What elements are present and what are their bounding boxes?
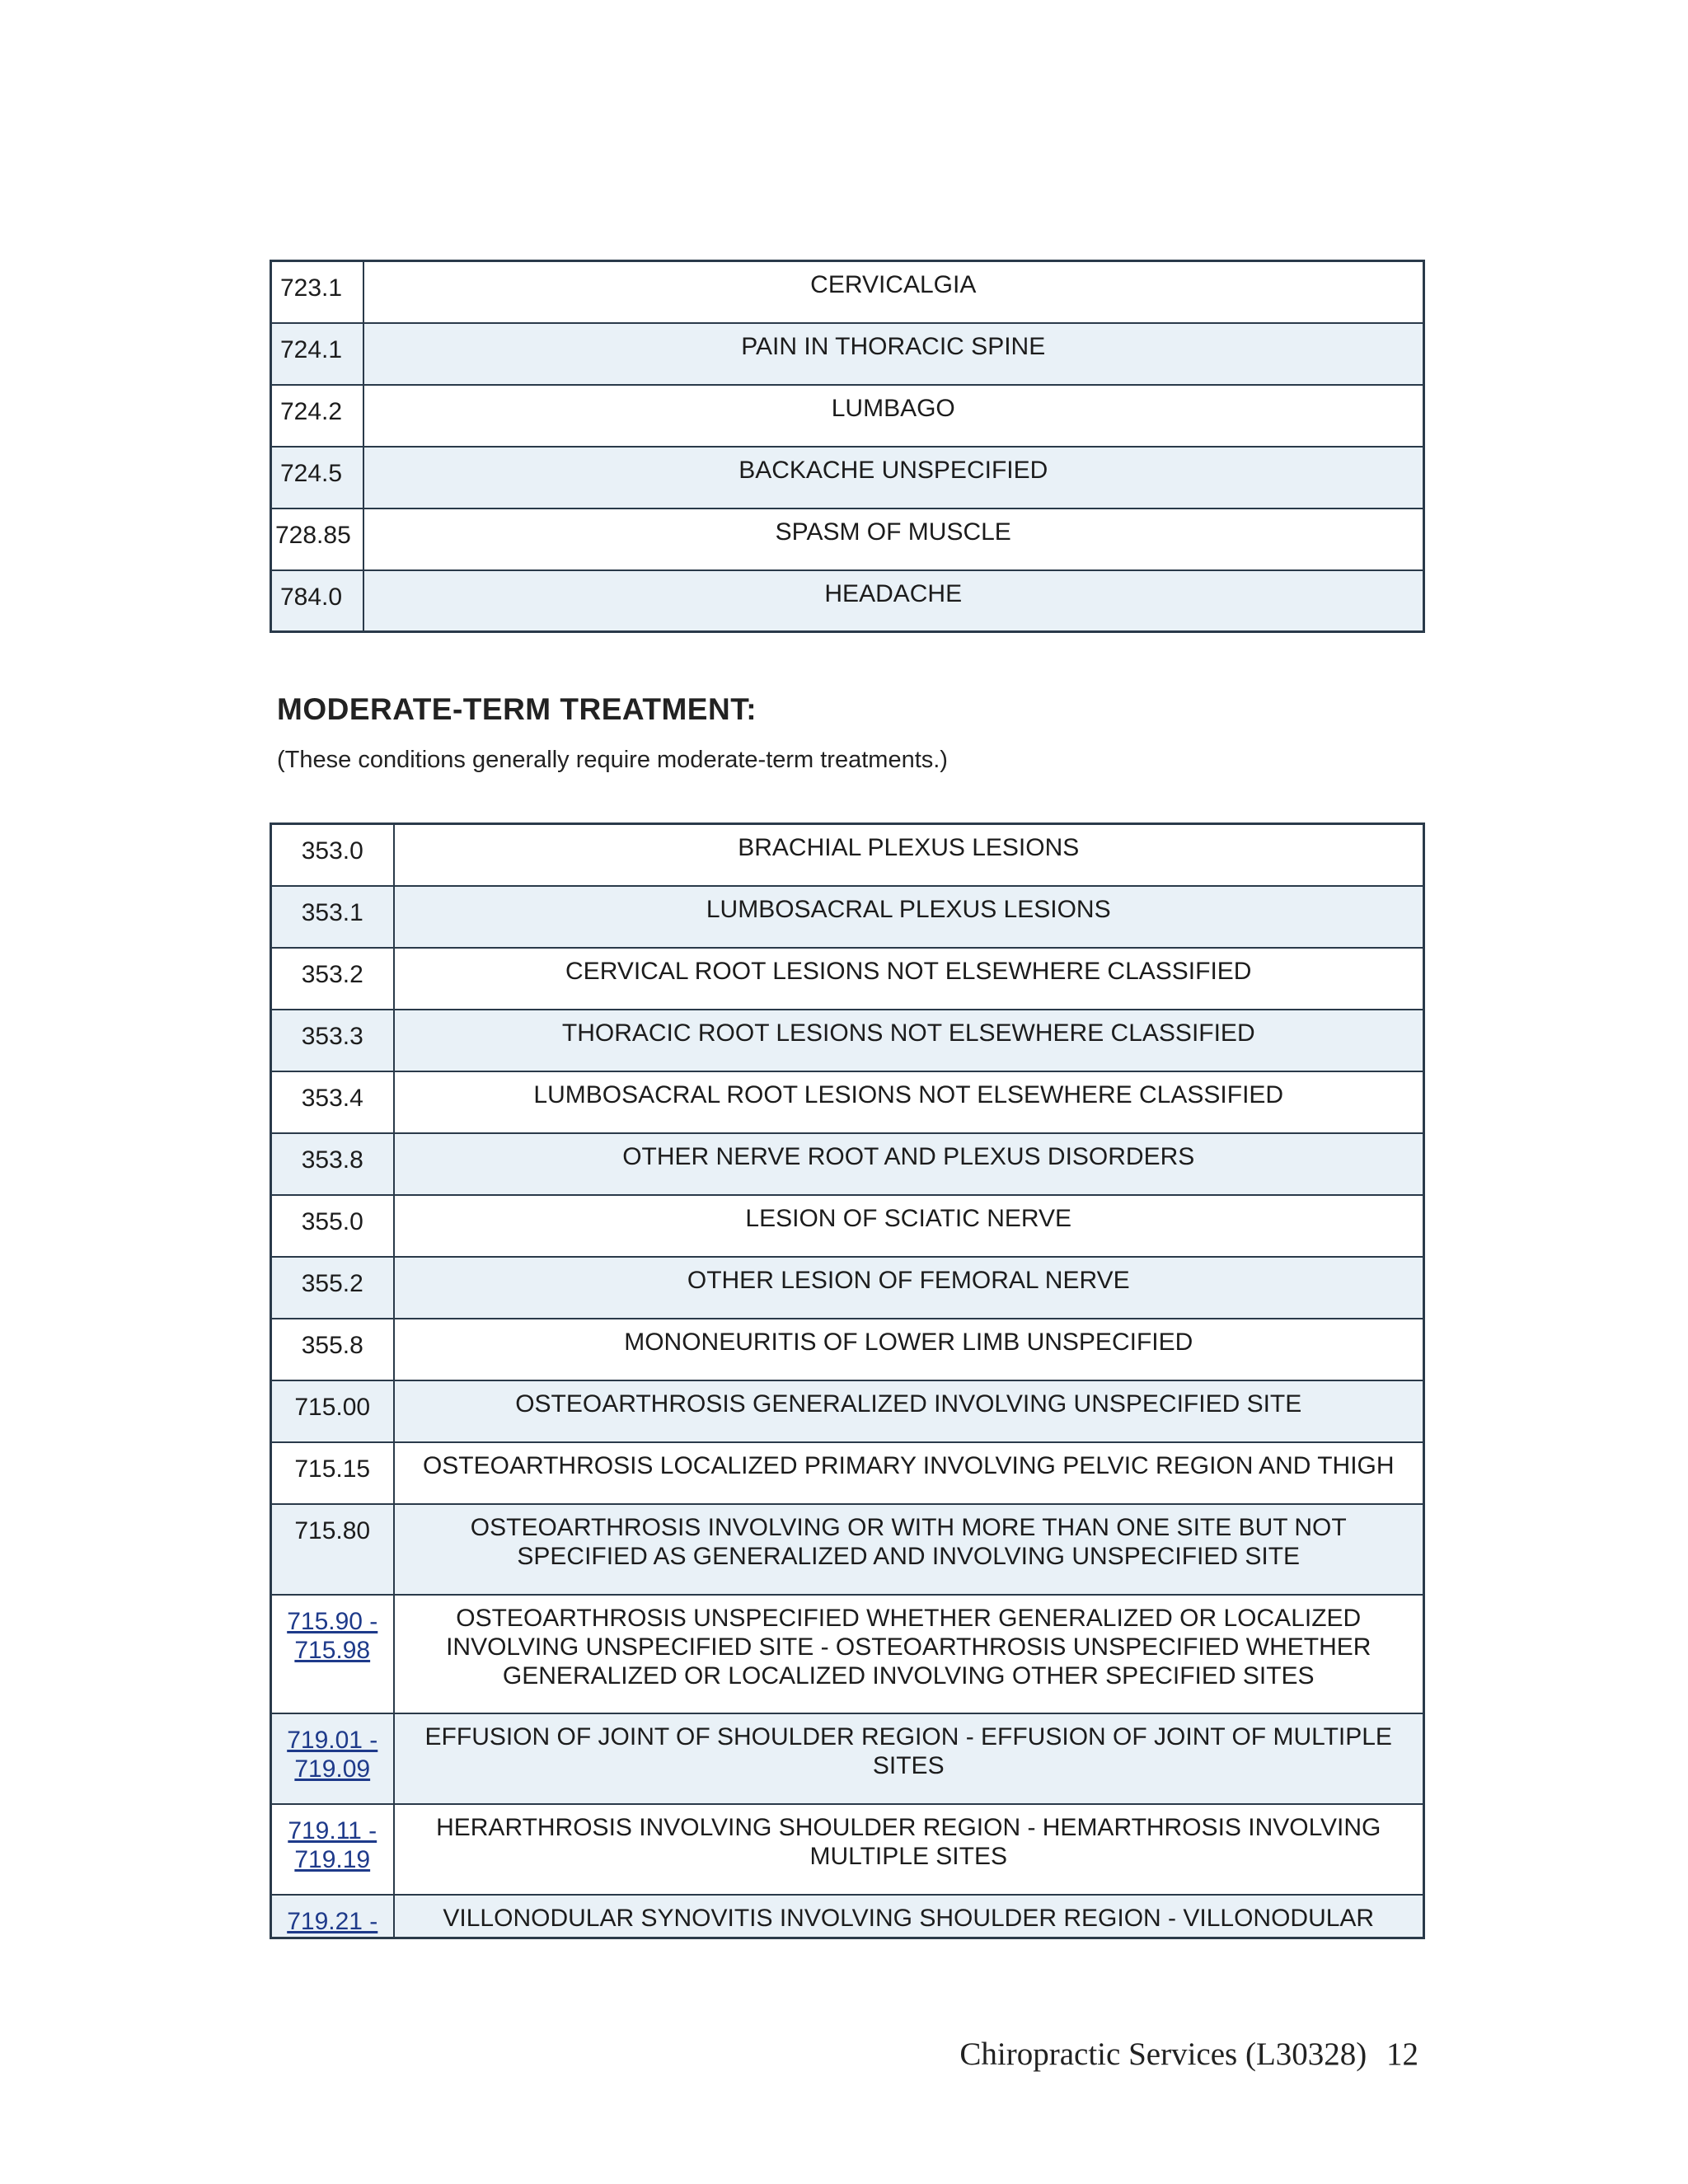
description-cell: HERARTHROSIS INVOLVING SHOULDER REGION - HEMARTHROSIS INVOLVING MULTIPLE SITES (394, 1804, 1424, 1895)
table-row (271, 824, 1424, 886)
code-cell: 353.2 (271, 948, 394, 1010)
code-range-cell (271, 1713, 394, 1804)
description-cell: BACKACHE UNSPECIFIED (363, 447, 1424, 509)
page-number: 12 (1386, 2036, 1418, 2072)
code-cell: 724.5 (271, 447, 363, 509)
code-range-link[interactable]: 719.11 - 719.19 (288, 1816, 377, 1873)
description-cell: MONONEURITIS OF LOWER LIMB UNSPECIFIED (394, 1319, 1424, 1380)
description-cell: OSTEOARTHROSIS INVOLVING OR WITH MORE THAN ONE SITE BUT NOT SPECIFIED AS GENERALIZED AND INVOLVING UNSPECIFIED SITE (394, 1504, 1424, 1595)
table-row (271, 1595, 1424, 1713)
description-cell: LUMBAGO (363, 385, 1424, 447)
code-range-cell (271, 1895, 394, 1938)
code-cell: 353.3 (271, 1010, 394, 1071)
code-cell: 355.0 (271, 1195, 394, 1257)
description-cell: CERVICALGIA (363, 261, 1424, 323)
table-row (271, 261, 1424, 323)
code-range-link[interactable]: 715.90 - 715.98 (287, 1607, 378, 1664)
description-cell: PAIN IN THORACIC SPINE (363, 323, 1424, 385)
section-subheading: (These conditions generally require moderate-term treatments.) (277, 747, 948, 773)
table-row (271, 509, 1424, 570)
table-row (271, 886, 1424, 948)
description-cell: LUMBOSACRAL ROOT LESIONS NOT ELSEWHERE CLASSIFIED (394, 1071, 1424, 1133)
description-cell: THORACIC ROOT LESIONS NOT ELSEWHERE CLASSIFIED (394, 1010, 1424, 1071)
description-cell: OTHER NERVE ROOT AND PLEXUS DISORDERS (394, 1133, 1424, 1195)
short-term-codes-table (270, 260, 1425, 633)
table-row (271, 1133, 1424, 1195)
description-cell: OSTEOARTHROSIS GENERALIZED INVOLVING UNSPECIFIED SITE (394, 1380, 1424, 1442)
code-cell: 715.80 (271, 1504, 394, 1595)
table-row (271, 1319, 1424, 1380)
code-cell: 355.2 (271, 1257, 394, 1319)
code-cell: 728.85 (271, 509, 363, 570)
code-range-link[interactable]: 719.01 - 719.09 (287, 1726, 378, 1783)
code-cell: 353.4 (271, 1071, 394, 1133)
description-cell: OTHER LESION OF FEMORAL NERVE (394, 1257, 1424, 1319)
table-row (271, 1195, 1424, 1257)
description-cell: HEADACHE (363, 570, 1424, 632)
code-cell: 723.1 (271, 261, 363, 323)
code-cell: 353.1 (271, 886, 394, 948)
footer-title: Chiropractic Services (L30328) (959, 2036, 1367, 2072)
code-cell: 355.8 (271, 1319, 394, 1380)
code-cell: 715.00 (271, 1380, 394, 1442)
moderate-term-codes-table (270, 823, 1425, 1939)
table-row (271, 1071, 1424, 1133)
code-cell: 715.15 (271, 1442, 394, 1504)
table-row (271, 1442, 1424, 1504)
code-cell: 353.8 (271, 1133, 394, 1195)
description-cell: BRACHIAL PLEXUS LESIONS (394, 824, 1424, 886)
table-row (271, 1257, 1424, 1319)
description-cell: OSTEOARTHROSIS UNSPECIFIED WHETHER GENERALIZED OR LOCALIZED INVOLVING UNSPECIFIED SITE - OSTEOARTHROSIS UNSPECIFIED WHETHER GENERALIZED OR LOCALIZED INVOLVING OTHER SPECIFIED SITES (394, 1595, 1424, 1713)
table-row (271, 447, 1424, 509)
description-cell: LESION OF SCIATIC NERVE (394, 1195, 1424, 1257)
description-cell: CERVICAL ROOT LESIONS NOT ELSEWHERE CLASSIFIED (394, 948, 1424, 1010)
table-row (271, 570, 1424, 632)
table-row (271, 1380, 1424, 1442)
code-range-link[interactable]: 719.21 - (287, 1907, 378, 1935)
table-row (271, 948, 1424, 1010)
table-row (271, 385, 1424, 447)
description-cell: VILLONODULAR SYNOVITIS INVOLVING SHOULDER REGION - VILLONODULAR (394, 1895, 1424, 1938)
table-row (271, 1804, 1424, 1895)
code-cell: 724.2 (271, 385, 363, 447)
code-cell: 784.0 (271, 570, 363, 632)
code-range-cell (271, 1595, 394, 1713)
code-cell: 353.0 (271, 824, 394, 886)
description-cell: OSTEOARTHROSIS LOCALIZED PRIMARY INVOLVING PELVIC REGION AND THIGH (394, 1442, 1424, 1504)
description-cell: LUMBOSACRAL PLEXUS LESIONS (394, 886, 1424, 948)
description-cell: EFFUSION OF JOINT OF SHOULDER REGION - EFFUSION OF JOINT OF MULTIPLE SITES (394, 1713, 1424, 1804)
table-row (271, 1010, 1424, 1071)
code-range-cell (271, 1804, 394, 1895)
description-cell: SPASM OF MUSCLE (363, 509, 1424, 570)
table-row (271, 1713, 1424, 1804)
table-row (271, 1504, 1424, 1595)
table-row (271, 1895, 1424, 1938)
page-footer (948, 2036, 1418, 2073)
code-cell: 724.1 (271, 323, 363, 385)
section-heading: MODERATE-TERM TREATMENT: (277, 692, 757, 726)
table-row (271, 323, 1424, 385)
